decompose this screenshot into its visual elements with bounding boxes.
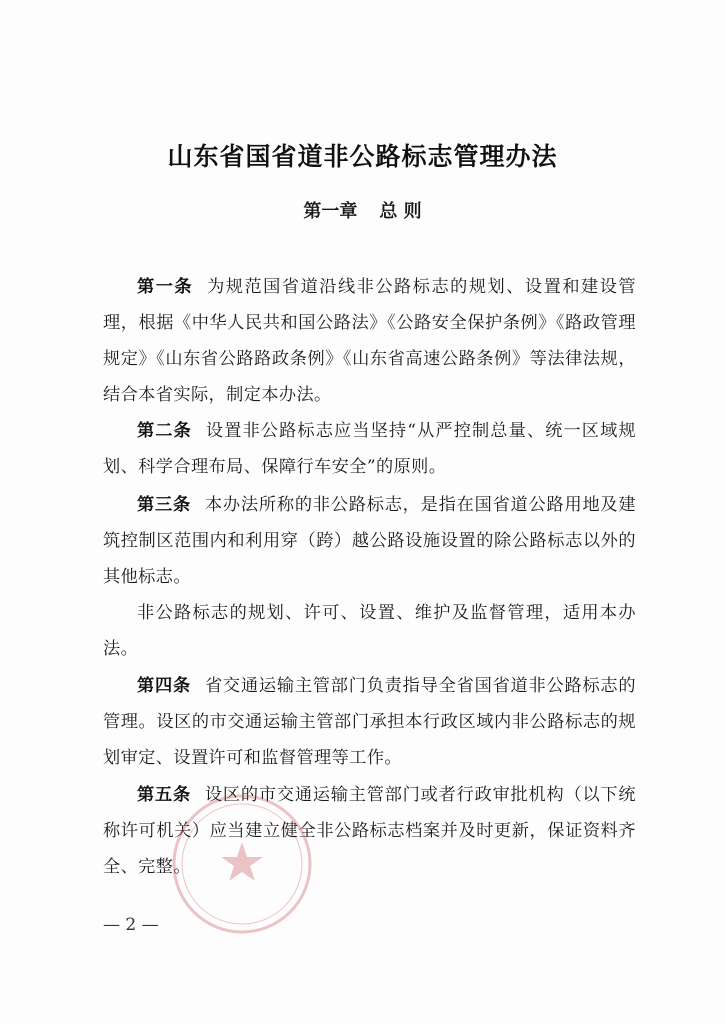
article-text: 设区的市交通运输主管部门或者行政审批机构（以下统称许可机关）应当建立健全非公路标志档案并及时更新，保证资料齐全、完整。 bbox=[103, 785, 636, 878]
article-label: 第五条 bbox=[137, 785, 191, 806]
chapter-number: 第一章 bbox=[303, 201, 358, 222]
official-seal-icon bbox=[168, 790, 316, 938]
article-label: 第二条 bbox=[137, 421, 192, 442]
chapter-heading bbox=[0, 197, 725, 223]
chapter-name: 总 则 bbox=[379, 201, 422, 222]
article-label: 第四条 bbox=[137, 676, 191, 697]
article-3-paragraph-2 bbox=[103, 595, 636, 667]
article-label: 第一条 bbox=[137, 277, 194, 298]
article-1 bbox=[103, 269, 636, 413]
article-text: 设置非公路标志应当坚持“从严控制总量、统一区域规划、科学合理布局、保障行车安全”的原则。 bbox=[103, 421, 637, 478]
article-text: 非公路标志的规划、许可、设置、维护及监督管理，适用本办法。 bbox=[103, 603, 636, 660]
page-number: — 2 — bbox=[103, 915, 159, 935]
article-text: 省交通运输主管部门负责指导全省国省道非公路标志的管理。设区的市交通运输主管部门承担本行政区域内非公路标志的规划审定、设置许可和监督管理等工作。 bbox=[103, 676, 636, 769]
article-text: 本办法所称的非公路标志，是指在国省道公路用地及建筑控制区范围内和利用穿（跨）越公路设施设置的除公路标志以外的其他标志。 bbox=[103, 495, 636, 588]
article-label: 第三条 bbox=[137, 495, 191, 516]
article-4 bbox=[103, 668, 636, 776]
article-text: 为规范国省道沿线非公路标志的规划、设置和建设管理，根据《中华人民共和国公路法》《公路安全保护条例》《路政管理规定》《山东省公路路政条例》《山东省高速公路条例》等法律法规，结合本省实际，制定本办法。 bbox=[103, 277, 637, 406]
document-title: 山东省国省道非公路标志管理办法 bbox=[167, 142, 558, 171]
article-2 bbox=[103, 413, 636, 485]
article-3 bbox=[103, 487, 636, 595]
